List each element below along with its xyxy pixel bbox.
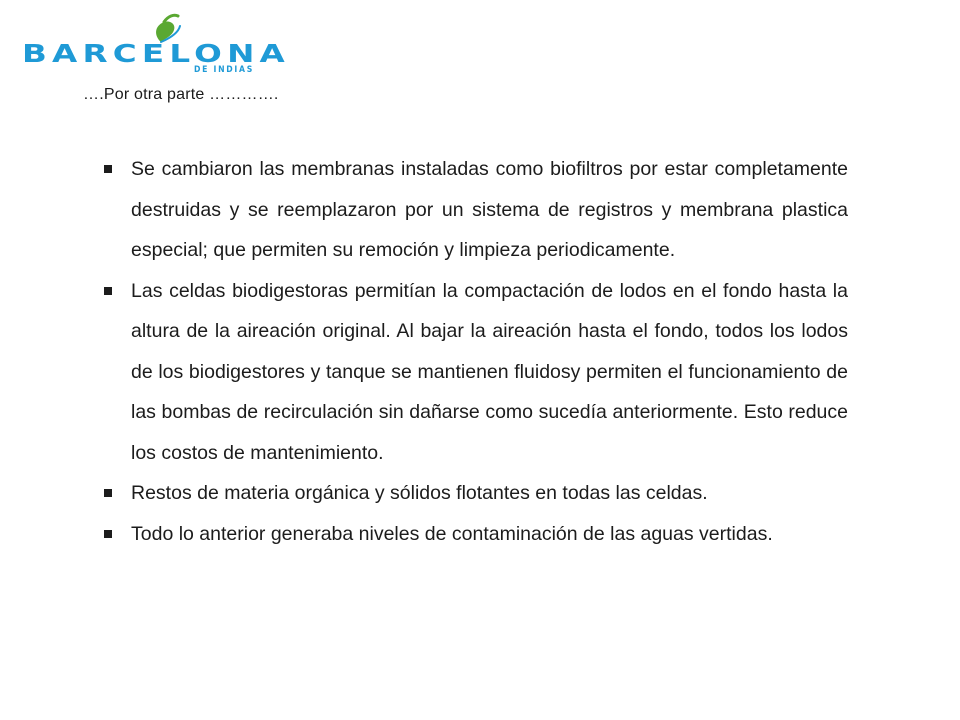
bullet-text: Se cambiaron las membranas instaladas como biofiltros por estar completamente destruidas y se reemplazaron por un sistema de registros y membrana plastica especial; que permiten su remoción y limpieza periodicamente. [131,158,848,261]
square-bullet-icon [104,165,112,173]
bullet-text: Restos de materia orgánica y sólidos flotantes en todas las celdas. [131,482,708,504]
square-bullet-icon [104,287,112,295]
bullet-item [104,271,848,474]
logo-graphic [18,12,298,74]
bullet-item [104,149,848,271]
logo-subtitle: DE INDIAS [194,65,254,74]
square-bullet-icon [104,489,112,497]
bullet-list [104,149,848,554]
bullet-item [104,473,848,514]
barcelona-de-indias-logo [18,12,298,74]
bullet-item [104,514,848,555]
logo-emblem-icon [156,15,180,42]
logo-wordmark: BARCELONA [22,39,290,68]
slide-subtitle: ….Por otra parte …………. [83,86,279,103]
bullet-text: Las celdas biodigestoras permitían la compactación de lodos en el fondo hasta la altura de la aireación original. Al bajar la aireación hasta el fondo, todos los lodos de los biodigestores y tanque se mantienen fluidosy permiten el funcionamiento de las bombas de recirculación sin dañarse como sucedía anteriormente. Esto reduce los costos de mantenimiento. [131,279,848,464]
bullet-text: Todo lo anterior generaba niveles de contaminación de las aguas vertidas. [131,522,773,545]
square-bullet-icon [104,530,112,538]
